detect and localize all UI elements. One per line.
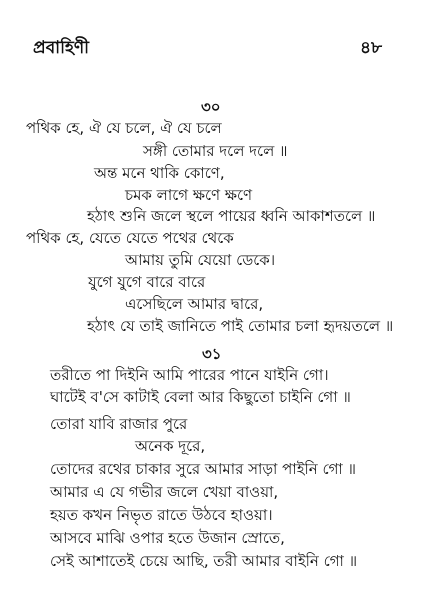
verse-line: হঠাৎ যে তাই জানিতে পাই তোমার চলা হৃদয়তলে ॥ [87, 317, 394, 335]
verse-line: এসেছিলে আমার দ্বারে, [125, 295, 264, 313]
verse-line: সঙ্গী তোমার দলে দলে ॥ [143, 142, 288, 160]
verse-line: অনেক দূরে, [135, 437, 206, 455]
verse-line: ঘাটেই ব'সে কাটাই বেলা আর কিছুতো চাইনি গো ॥ [50, 388, 351, 406]
song-number: ৩১ [202, 345, 222, 363]
verse-line: হয়ত কখন নিভৃত রাতে উঠবে হাওয়া। [50, 506, 273, 524]
verse-line: চমক লাগে ক্ষণে ক্ষণে [125, 186, 253, 204]
verse-line: তোরা যাবি রাজার পুরে [50, 415, 188, 433]
verse-line: হঠাৎ শুনি জলে স্থলে পায়ের ধ্বনি আকাশতলে ॥ [87, 207, 376, 225]
verse-line: আমার এ যে গভীর জলে খেয়া বাওয়া, [50, 483, 279, 501]
verse-line: যুগে যুগে বারে বারে [88, 273, 206, 291]
page-number: ৪৮ [360, 38, 383, 58]
verse-line: আসবে মাঝি ওপার হতে উজান স্রোতে, [50, 529, 285, 547]
verse-line: অন্ত মনে থাকি কোণে, [94, 164, 225, 182]
verse-line: তরীতে পা দিইনি আমি পারের পানে যাইনি গো। [50, 366, 329, 384]
verse-line: পথিক হে, ঐ যে চলে, ঐ যে চলে [26, 119, 222, 137]
song-number: ৩০ [201, 98, 221, 116]
verse-line: তোদের রথের চাকার সুরে আমার সাড়া পাইনি গো ॥ [50, 460, 357, 478]
verse-line: পথিক হে, যেতে যেতে পথের থেকে [26, 229, 234, 247]
running-head-title: প্রবাহিণী [33, 38, 90, 58]
verse-line: আমায় তুমি যেয়ো ডেকে। [125, 251, 276, 269]
verse-line: সেই আশাতেই চেয়ে আছি, তরী আমার বাইনি গো ॥ [50, 552, 358, 570]
